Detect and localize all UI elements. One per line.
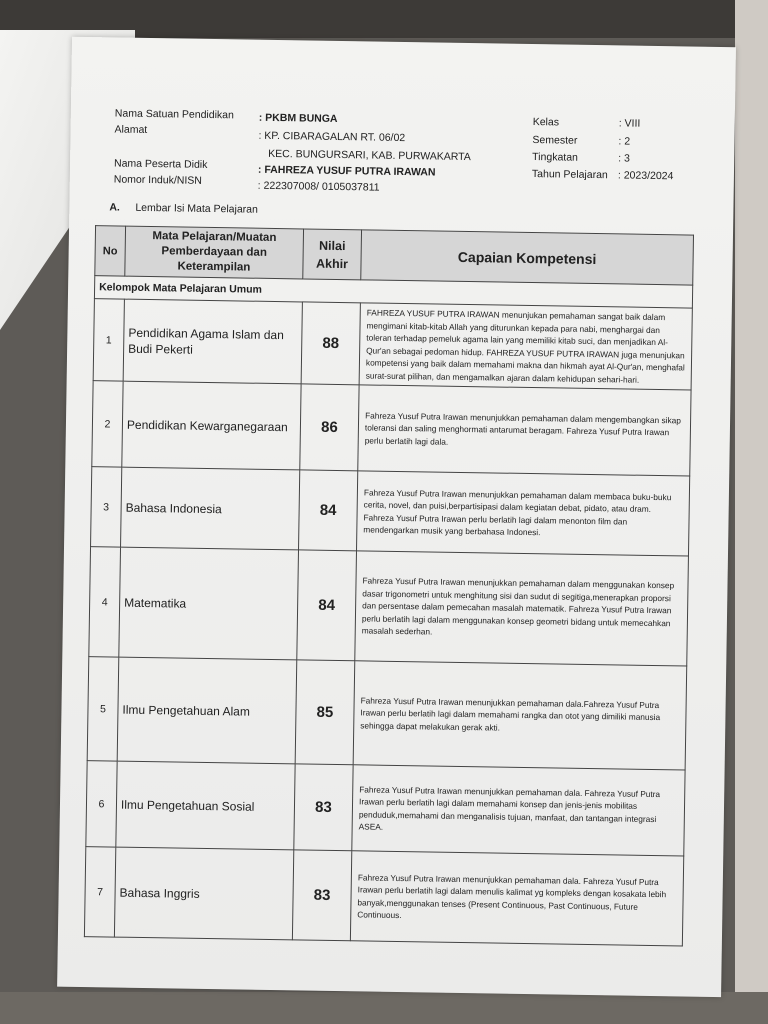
table-row [87,657,687,770]
row-nilai: 85 [295,660,355,765]
tahun-value: : 2023/2024 [617,169,674,183]
row-no: 5 [87,657,119,761]
table-row [89,547,689,666]
row-nilai: 84 [297,550,357,661]
row-capaian: FAHREZA YUSUF PUTRA IRAWAN menunjukan pemahaman sangat baik dalam mengimani kitab-kitab Allah yang diturunkan kepada para nabi, menghargai dan toleran terhadap pemeluk agama lain yang memiliki kitab suci, dan menjadikan Al-Qur'an sebagai pedoman hidup. FAHREZA YUSUF PUTRA IRAWAN juga menunjukan kompetensi yang baik dalam memahami makna dan hikmah ayat Al-Qur'an, menghafal surat-surat pilihan, dan mengamalkan ajaran dalam kehidupan sehari-hari. [359,303,692,390]
grades-table [84,225,694,946]
row-no: 1 [93,299,124,381]
row-nilai: 88 [301,302,360,385]
alamat-value-1: : KP. CIBARAGALAN RT. 06/02 [258,129,406,145]
background-right [735,0,768,1024]
row-capaian: Fahreza Yusuf Putra Irawan menunjukkan pemahaman dala. Fahreza Yusuf Putra Irawan perlu berlatih lagi dalam memahami konsep dan jenis-jenis mobilitas penduduk,memahami dan menganalisis tujuan, manfaat, dan tantangan integrasi ASEA. [352,765,685,856]
row-capaian: Fahreza Yusuf Putra Irawan menunjukkan pemahaman dala. Fahreza Yusuf Putra Irawan perlu berlatih lagi dalam menulis kalimat yg kompleks dengan kosakata lebih banyak,menggunakan tenses (Present Continuous, Past Continuous, Future Continuous. [350,851,683,946]
row-no: 7 [84,847,115,937]
table-row [92,381,691,476]
section-heading [109,201,258,215]
row-mapel: Bahasa Indonesia [121,467,300,550]
background-bottom [0,992,768,1024]
row-nilai: 83 [292,850,351,941]
row-no: 4 [89,547,121,657]
row-capaian: Fahreza Yusuf Putra Irawan menunjukkan pemahaman dalam membaca buku-buku cerita, novel, dan puisi,berpartisipasi dalam kegiatan debat, pidato, atau dram. Fahreza Yusuf Putra Irawan perlu berlatih lagi dalam menonton film dan mendengarkan musik yang berbahasa Indonesi. [357,471,690,556]
alamat-value-2: KEC. BUNGURSARI, KAB. PURWAKARTA [268,147,471,164]
nomor-induk-value: : 222307008/ 0105037811 [257,179,380,194]
kelas-label: Kelas [532,116,560,129]
row-capaian: Fahreza Yusuf Putra Irawan menunjukkan pemahaman dalam mengembangkan sikap toleransi dan saling menghormati antarumat beragam. Fahreza Yusuf Putra Irawan perlu berlatih lagi dala. [358,385,691,476]
row-no: 2 [92,381,123,467]
row-no: 3 [91,467,122,547]
row-nilai: 84 [299,470,358,551]
row-capaian: Fahreza Yusuf Putra Irawan menunjukkan pemahaman dalam menggunakan konsep dasar trigonometri untuk menghitung sisi dan sudut di segitiga,menerapkan proporsi dan persentase dalam pemecahan masalah matematik. Fahreza Yusuf Putra Irawan perlu berlatih lagi dalam menggunakan konsep geometri bidang untuk memecahkan masalah sederhan. [355,551,689,666]
tahun-label: Tahun Pelajaran [531,168,608,182]
semester-label: Semester [532,134,578,147]
row-capaian: Fahreza Yusuf Putra Irawan menunjukkan pemahaman dala.Fahreza Yusuf Putra Irawan perlu berlatih lagi dalam memahami rangka dan otot yang dimiliki manusia sehingga dapat melakukan gerak akti. [353,661,687,770]
header-nilai: Nilai Akhir [303,229,362,280]
nama-peserta-label: Nama Peserta Didik [113,157,208,171]
header-no: No [95,226,126,276]
tingkatan-value: : 3 [618,152,630,165]
row-nilai: 86 [300,384,359,471]
table-row [86,761,685,856]
row-mapel: Ilmu Pengetahuan Sosial [116,761,295,850]
report-page [57,37,736,997]
kelas-value: : VIII [618,117,641,130]
section-prefix: A. [109,201,120,214]
header-mapel: Mata Pelajaran/Muatan Pemberdayaan dan Keterampilan [125,226,304,279]
tingkatan-label: Tingkatan [532,151,579,164]
row-mapel: Pendidikan Agama Islam dan Budi Pekerti [123,299,302,384]
table-row [91,467,690,556]
table-row [93,299,692,390]
row-mapel: Bahasa Inggris [114,847,293,940]
alamat-label: Alamat [114,123,148,136]
nama-peserta-value: : FAHREZA YUSUF PUTRA IRAWAN [257,163,436,179]
semester-value: : 2 [618,135,631,148]
row-nilai: 83 [294,764,353,851]
row-mapel: Matematika [119,547,299,660]
row-mapel: Pendidikan Kewarganegaraan [122,381,301,470]
table-row [84,847,683,946]
nama-satuan-label: Nama Satuan Pendidikan [114,107,235,122]
row-no: 6 [86,761,117,847]
group-label: Kelompok Mata Pelajaran Umum [94,276,692,308]
header-capaian: Capaian Kompetensi [361,230,694,285]
nama-satuan-value: : PKBM BUNGA [258,111,338,125]
nomor-induk-label: Nomor Induk/NISN [113,173,203,187]
section-title: Lembar Isi Mata Pelajaran [135,201,259,216]
row-mapel: Ilmu Pengetahuan Alam [117,657,297,764]
